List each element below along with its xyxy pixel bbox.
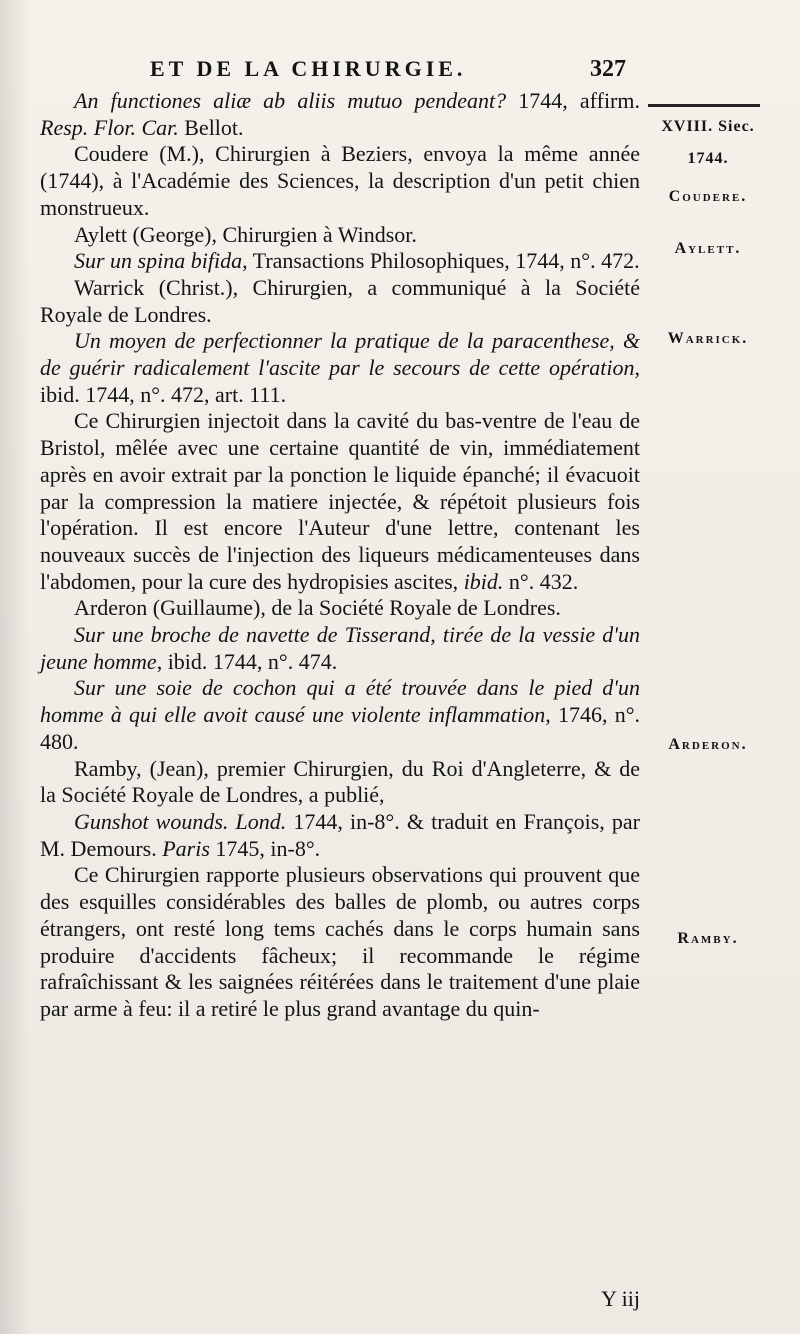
margin-year: 1744. [687,150,729,167]
italic-title: Un moyen de perfectionner la pratique de la paracenthese, & de guérir radicalement l'ascite par le secours de cette opération [40,328,640,381]
margin-name-warrick: Warrick. [667,330,749,347]
italic-run: Paris [162,835,210,861]
italic-title: An functiones aliæ ab aliis mutuo pendeant? [74,88,507,113]
paragraph [40,809,640,862]
paragraph: Arderon (Guillaume), de la Société Royale de Londres. [74,595,561,621]
paragraph: Warrick (Christ.), Chirurgien, a communiqué à la Société Royale de Londres. [40,274,640,327]
paragraph [40,88,640,141]
italic-title: Sur une soie de cochon qui a été trouvée dans le pied d'un homme à qui elle avoit causé une violente inflammation [40,675,640,728]
paragraph: Coudere (M.), Chirurgien à Beziers, envoya la même année (1744), à l'Académie des Sciences, la description d'un petit chien monstrueux. [40,141,640,220]
main-text [40,88,640,1023]
italic-run: Resp. Flor. Car. [40,114,179,140]
text-run: , ibid. 1744, n°. 472, art. 111. [40,355,640,407]
text-run: n°. 432. [503,568,579,594]
margin-name-aylett: Aylett. [674,240,742,257]
paragraph: Ramby, (Jean), premier Chirurgien, du Roi d'Angleterre, & de la Société Royale de Londres, a publié, [40,755,640,808]
italic-title: Sur une broche de navette de Tisserand, tirée de la vessie d'un jeune homme [40,622,640,674]
text-run: 1744, in-8°. & traduit en François, par M. Demours. [40,808,640,861]
paragraph [40,675,640,755]
paragraph [40,622,640,675]
paragraph: Ce Chirurgien rapporte plusieurs observations qui prouvent que des esquilles considérables des balles de plomb, ou autres corps étrangers, ont resté long tems cachés dans le corps humain sans produire d'accidents fâcheux; il recommande le régime rafraîchissant & les saignées réitérées dans le traitement d'une plaie par arme à feu: il a retiré le plus grand avantage du quin- [40,862,640,1021]
paragraph [40,248,640,275]
paragraph [40,408,640,595]
page-number: 327 [590,56,626,82]
text-run: Bellot. [178,114,244,140]
italic-title: Gunshot wounds. Lond. [74,808,287,834]
text-run: 1744, affirm. [506,88,640,113]
italic-run: ibid. [463,568,504,594]
margin-name-ramby: Ramby. [677,930,739,947]
text-run: , ibid. 1744, n°. 474. [156,648,338,674]
text-run: , 1746, n°. 480. [40,702,640,754]
paragraph: Aylett (George), Chirurgien à Windsor. [74,221,417,247]
running-title: ET DE LA CHIRURGIE. [150,56,467,81]
margin-name-coudere: Coudere. [668,188,748,205]
margin-century: XVIII. Siec. [661,118,755,135]
signature-mark: Y iij [601,1286,640,1311]
text-run: , Transactions Philosophiques, 1744, n°. 472. [242,248,640,274]
paragraph [40,328,640,408]
italic-title: Sur un spina bifida [74,248,243,274]
margin-rule [648,104,760,107]
text-run: 1745, in-8°. [209,835,321,861]
text-run: Ce Chirurgien injectoit dans la cavité du bas-ventre de l'eau de Bristol, mêlée avec une certaine quantité de vin, immédiatement après en avoir extrait par la ponction le liquide épanché; il évacuoit par la compression la matiere injectée, & répétoit plusieurs fois l'opération. Il est encore l'Auteur d'une lettre, contenant les nouveaux succès de l'injection des liqueurs médicamenteuses dans l'abdomen, pour la cure des hydropisies ascites, [40,408,640,594]
margin-name-arderon: Arderon. [668,736,748,753]
